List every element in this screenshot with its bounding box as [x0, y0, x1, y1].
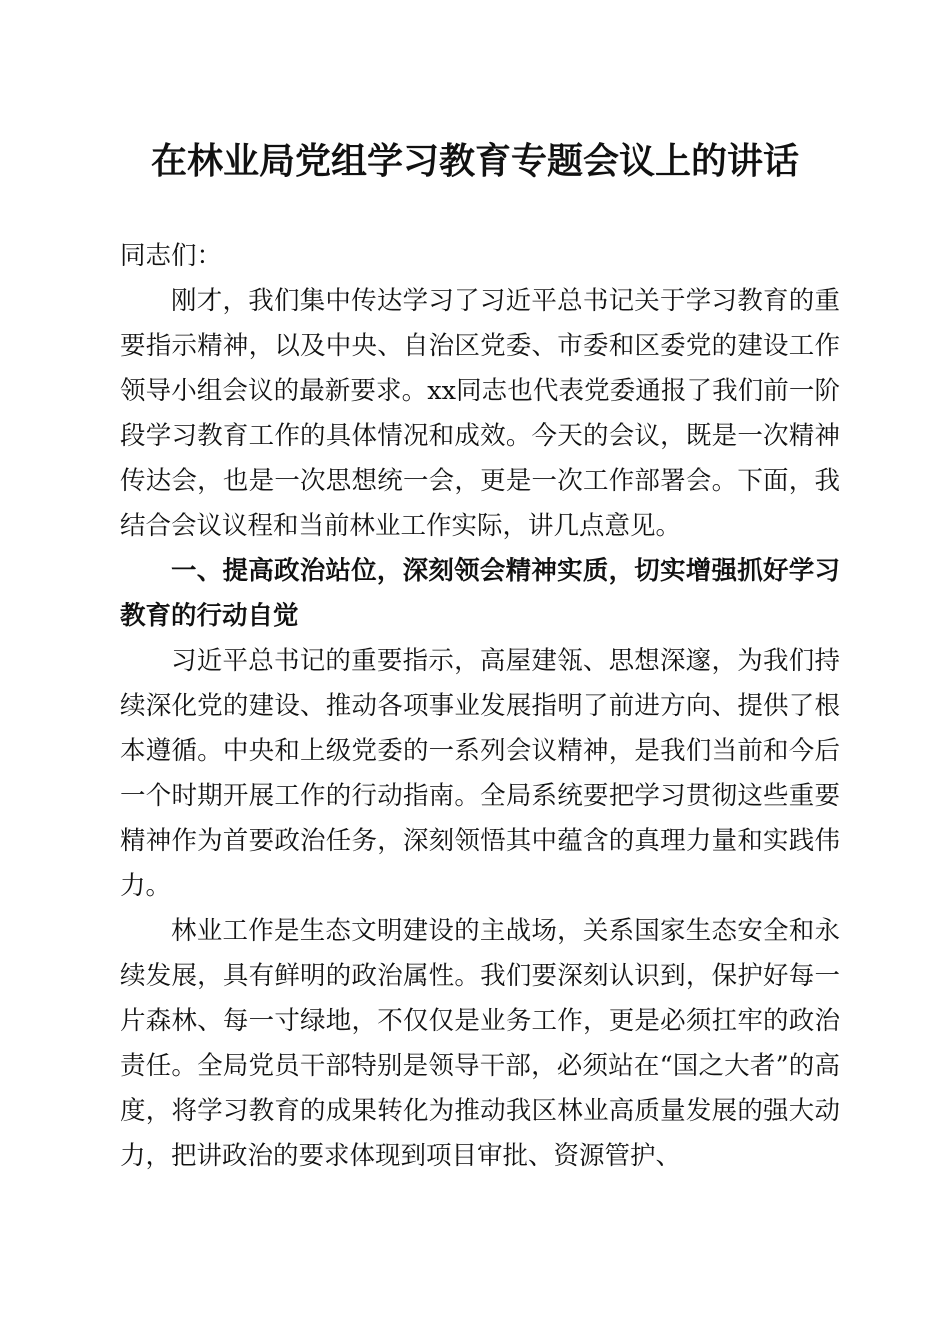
section-paragraph-1: 习近平总书记的重要指示，高屋建瓴、思想深邃，为我们持续深化党的建设、推动各项事业发展指明了前进方向、提供了根本遵循。中央和上级党委的一系列会议精神，是我们当前和今后一个时期开展工作的行动指南。全局系统要把学习贯彻这些重要精神作为首要政治任务，深刻领悟其中蕴含的真理力量和实践伟力。	[120, 646, 840, 901]
section-heading: 一、提高政治站位，深刻领会精神实质，切实增强抓好学习教育的行动自觉	[120, 556, 840, 631]
opening-paragraph: 刚才，我们集中传达学习了习近平总书记关于学习教育的重要指示精神，以及中央、自治区党委、市委和区委党的建设工作领导小组会议的最新要求。xx同志也代表党委通报了我们前一阶段学习教育工作的具体情况和成效。今天的会议，既是一次精神传达会，也是一次思想统一会，更是一次工作部署会。下面，我结合会议议程和当前林业工作实际，讲几点意见。	[120, 286, 840, 541]
document-title: 在林业局党组学习教育专题会议上的讲话	[150, 140, 799, 182]
salutation: 同志们：	[120, 241, 223, 271]
section-paragraph-2: 林业工作是生态文明建设的主战场，关系国家生态安全和永续发展，具有鲜明的政治属性。我们要深刻认识到，保护好每一片森林、每一寸绿地，不仅仅是业务工作，更是必须扛牢的政治责任。全局党员干部特别是领导干部，必须站在“国之大者”的高度，将学习教育的成果转化为推动我区林业高质量发展的强大动力，把讲政治的要求体现到项目审批、资源管护、	[120, 916, 840, 1171]
document-body	[120, 234, 840, 1179]
